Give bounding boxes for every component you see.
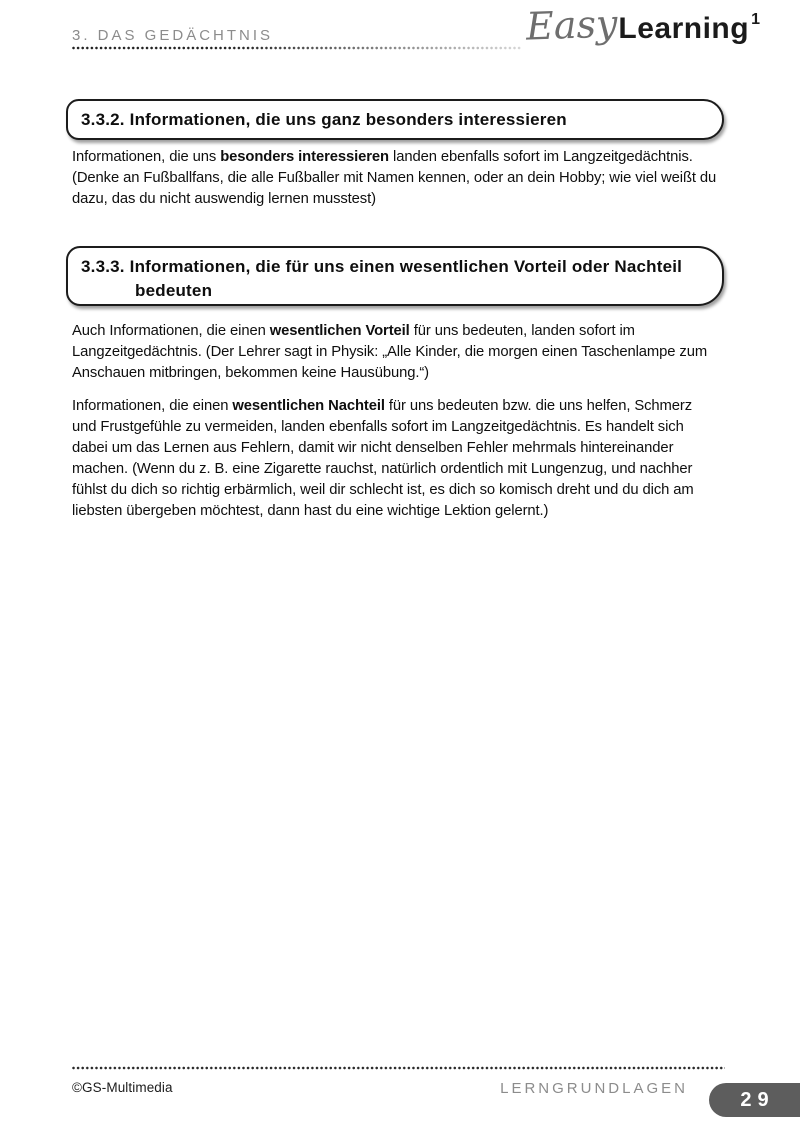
section-heading-box-333: [66, 246, 724, 306]
footer-dotted-rule: [72, 1066, 725, 1070]
logo-script-text: Easy: [525, 1, 619, 49]
easy-learning-logo: [525, 1, 760, 49]
chapter-label: 3. DAS GEDÄCHTNIS: [72, 27, 274, 44]
logo-word-text: Learning: [618, 12, 750, 45]
page-number: 29: [740, 1088, 775, 1111]
section-heading-text-line1: 3.3.3. Informationen, die für uns einen wesentlichen Vorteil oder Nachteil: [81, 257, 683, 276]
page-number-badge: [709, 1083, 800, 1117]
paragraph: Informationen, die uns besonders interessieren landen ebenfalls sofort im Langzeitgedächtnis. (Denke an Fußballfans, die alle Fußballer mit Namen kennen, oder an dein Hobby; wie viel weißt du dazu, das du nicht auswendig lernen musstest): [72, 149, 717, 207]
paragraph: Auch Informationen, die einen wesentlichen Vorteil für uns bedeuten, landen sofort im Langzeitgedächtnis. (Der Lehrer sagt in Physik: „Alle Kinder, die morgen einen Taschenlampe zum Anschauen mitbringen, bekommen keine Hausübung.“): [72, 323, 708, 381]
copyright-text: ©GS-Multimedia: [72, 1080, 173, 1095]
section-heading-text-line2: bedeuten: [135, 281, 213, 300]
logo-volume-number: 1: [751, 11, 760, 28]
section-heading-text: 3.3.2. Informationen, die uns ganz besonders interessieren: [81, 109, 567, 129]
footer-category-label: LERNGRUNDLAGEN: [500, 1080, 688, 1097]
header-dotted-rule: [72, 46, 522, 50]
paragraph: Informationen, die einen wesentlichen Nachteil für uns bedeuten bzw. die uns helfen, Schmerz und Frustgefühle zu vermeiden, landen ebenfalls sofort im Langzeitgedächtnis. Es handelt sich dabei um das Lernen aus Fehlern, damit wir nicht denselben Fehler mehrmals hintereinander machen. (Wenn du z. B. eine Zigarette rauchst, natürlich ordentlich mit Lungenzug, und nachher fühlst du dich so richtig erbärmlich, weil dir schlecht ist, es dich so komisch dreht und du dich am liebsten übergeben möchtest, dann hast du eine wichtige Lektion gelernt.): [72, 398, 694, 519]
section-heading-box-332: [66, 99, 724, 140]
